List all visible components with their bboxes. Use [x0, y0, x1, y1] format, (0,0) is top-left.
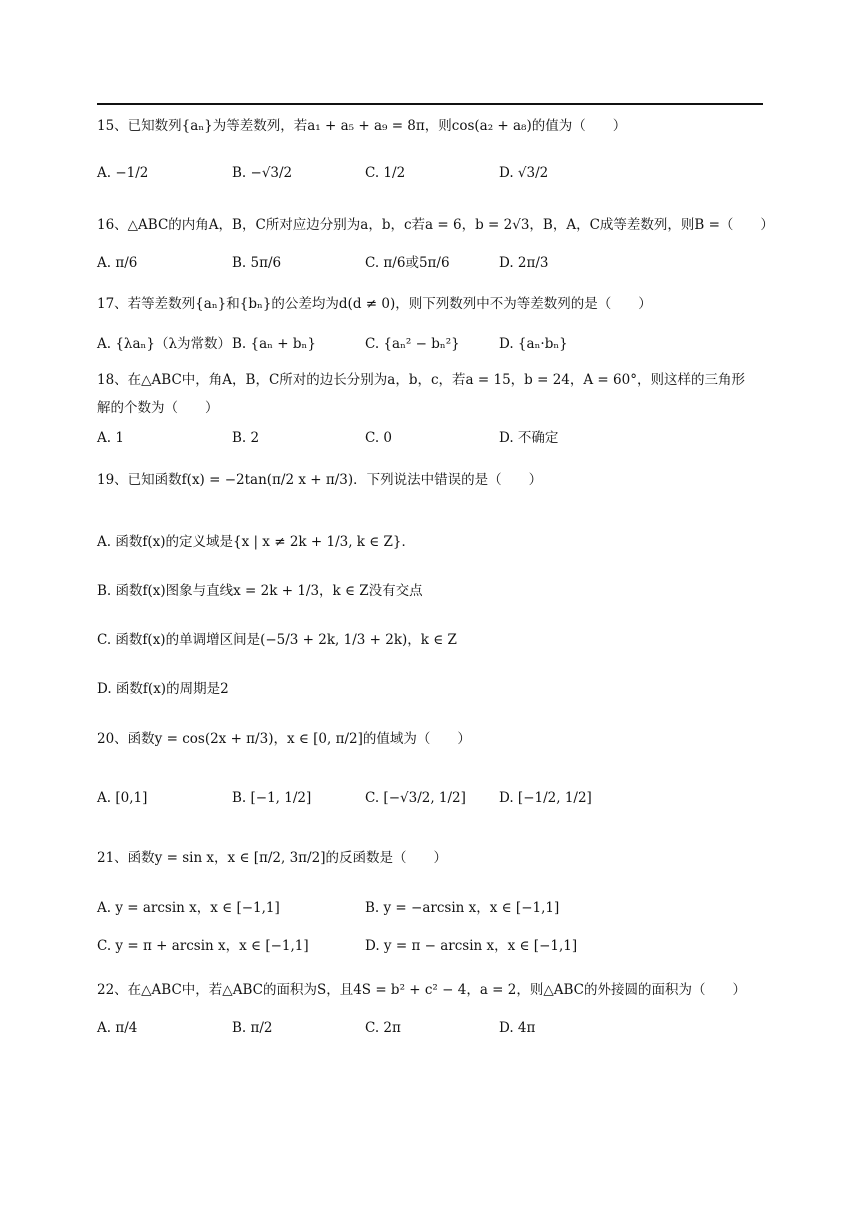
q20-option-a: A. [0,1]: [97, 790, 148, 806]
question-19-stem: 19、已知函数f(x) = −2tan(π/2 x + π/3)．下列说法中错误的是（ ）: [97, 472, 543, 488]
q20-option-c: C. [−√3/2, 1/2]: [365, 790, 466, 806]
q16-option-c: C. π/6或5π/6: [365, 255, 450, 271]
q18-option-c: C. 0: [365, 430, 393, 446]
question-17-stem: 17、若等差数列{aₙ}和{bₙ}的公差均为d(d ≠ 0)，则下列数列中不为等差数列的是（ ）: [97, 296, 652, 312]
q21-option-d: D. y = π − arcsin x，x ∈ [−1,1]: [365, 938, 578, 954]
q21-option-c: C. y = π + arcsin x，x ∈ [−1,1]: [97, 938, 309, 954]
question-18-stem-continued: 解的个数为（ ）: [97, 400, 219, 416]
q15-option-a: A. −1/2: [97, 165, 149, 181]
q22-option-a: A. π/4: [97, 1020, 138, 1036]
q17-option-a: A. {λaₙ}（λ为常数）: [97, 336, 232, 352]
q22-option-d: D. 4π: [499, 1020, 536, 1036]
q15-option-d: D. √3/2: [499, 165, 549, 181]
q19-option-a: A. 函数f(x)的定义域是{x | x ≠ 2k + 1/3, k ∈ Z}．: [97, 534, 416, 550]
q15-option-b: B. −√3/2: [232, 165, 293, 181]
question-21-stem: 21、函数y = sin x，x ∈ [π/2, 3π/2]的反函数是（ ）: [97, 850, 447, 866]
q19-option-c: C. 函数f(x)的单调增区间是(−5/3 + 2k, 1/3 + 2k)，k ∈ Z: [97, 632, 457, 648]
q16-option-b: B. 5π/6: [232, 255, 282, 271]
q22-option-b: B. π/2: [232, 1020, 273, 1036]
q22-option-c: C. 2π: [365, 1020, 401, 1036]
question-18-stem: 18、在△ABC中，角A，B，C所对的边长分别为a，b，c，若a = 15，b = 24，A = 60°，则这样的三角形: [97, 372, 745, 388]
question-20-stem: 20、函数y = cos(2x + π/3)，x ∈ [0, π/2]的值域为（ ）: [97, 731, 471, 747]
question-15-stem: 15、已知数列{aₙ}为等差数列，若a₁ + a₅ + a₉ = 8π，则cos(a₂ + a₈)的值为（ ）: [97, 118, 627, 134]
question-22-stem: 22、在△ABC中，若△ABC的面积为S，且4S = b² + c² − 4，a = 2，则△ABC的外接圆的面积为（ ）: [97, 982, 746, 998]
top-rule: [97, 103, 763, 105]
q18-option-d: D. 不确定: [499, 430, 559, 446]
q17-option-b: B. {aₙ + bₙ}: [232, 336, 316, 352]
q18-option-b: B. 2: [232, 430, 260, 446]
q15-option-c: C. 1/2: [365, 165, 406, 181]
q17-option-c: C. {aₙ² − bₙ²}: [365, 336, 460, 352]
q18-option-a: A. 1: [97, 430, 124, 446]
q16-option-a: A. π/6: [97, 255, 138, 271]
q20-option-b: B. [−1, 1/2]: [232, 790, 312, 806]
q21-option-b: B. y = −arcsin x，x ∈ [−1,1]: [365, 900, 560, 916]
q19-option-b: B. 函数f(x)图象与直线x = 2k + 1/3，k ∈ Z没有交点: [97, 583, 423, 599]
q20-option-d: D. [−1/2, 1/2]: [499, 790, 592, 806]
q21-option-a: A. y = arcsin x，x ∈ [−1,1]: [97, 900, 280, 916]
q19-option-d: D. 函数f(x)的周期是2: [97, 681, 229, 697]
q16-option-d: D. 2π/3: [499, 255, 549, 271]
q17-option-d: D. {aₙ·bₙ}: [499, 336, 568, 352]
question-16-stem: 16、△ABC的内角A，B，C所对应边分别为a，b，c若a = 6，b = 2√3，B，A，C成等差数列，则B =（ ）: [97, 217, 774, 233]
